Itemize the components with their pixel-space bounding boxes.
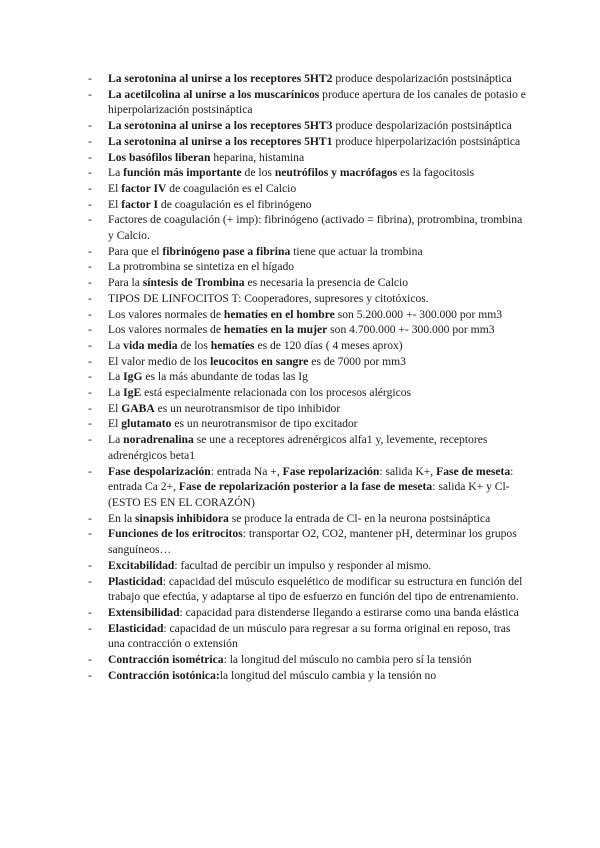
text-segment: de coagulación es el fibrinógeno — [158, 197, 312, 211]
bold-text: GABA — [121, 401, 155, 415]
bullet-dash: - — [88, 354, 92, 368]
bullet-dash: - — [88, 464, 92, 478]
bold-text: Fase despolarización — [108, 464, 211, 478]
text-segment: Para la — [108, 276, 143, 290]
bullet-dash: - — [88, 621, 92, 635]
list-item — [88, 118, 528, 134]
text-segment: La — [108, 338, 124, 352]
text-segment: En la — [108, 511, 136, 525]
bold-text: hematíes en el hombre — [223, 307, 335, 321]
bullet-dash: - — [88, 668, 92, 682]
bold-text: IgE — [123, 386, 142, 400]
list-item — [88, 354, 528, 370]
bullet-dash: - — [88, 291, 92, 305]
text-segment: El valor medio de los — [108, 354, 211, 368]
bold-text: Los basófilos liberan — [108, 150, 211, 164]
text-segment: Los valores normales de — [108, 323, 224, 337]
list-item — [88, 71, 528, 87]
list-item — [88, 558, 528, 574]
text-segment: : capacidad para distenderse llegando a estirarse como una banda elástica — [179, 605, 519, 619]
text-segment: El — [108, 197, 122, 211]
text-segment: TIPOS DE LINFOCITOS T: Cooperadores, supresores y citotóxicos. — [108, 291, 429, 305]
list-item — [88, 526, 528, 557]
text-segment: son 5.200.000 +- 300.000 por mm3 — [334, 307, 503, 321]
bold-text: sinapsis inhibidora — [135, 511, 229, 525]
bullet-dash: - — [88, 401, 92, 415]
bold-text: La acetilcolina al unirse a los muscarínicos — [108, 87, 320, 101]
text-segment: : salida K+, — [379, 464, 437, 478]
text-segment: de coagulación es el Calcio — [166, 181, 297, 195]
bold-text: La serotonina al unirse a los receptores 5HT1 — [108, 134, 333, 148]
list-item — [88, 181, 528, 197]
bullet-dash: - — [88, 72, 92, 85]
bullet-dash: - — [88, 244, 92, 258]
bullet-dash: - — [88, 197, 92, 211]
text-segment: El — [108, 417, 122, 431]
bullet-dash: - — [88, 338, 92, 352]
bold-text: Extensibilidad — [108, 605, 180, 619]
text-segment: de los — [241, 166, 275, 180]
text-segment: : entrada Ca 2+, — [108, 464, 514, 494]
text-segment: : capacidad del músculo esquelético de modificar su estructura en función del trabajo que efectúa, y adaptarse al tipo de esfuerzo en función del tipo de entrenamiento. — [108, 574, 523, 604]
text-segment: : facultad de percibir un impulso y responder al mismo. — [174, 558, 432, 572]
bold-text: Funciones de los eritrocitos — [108, 527, 243, 541]
text-segment: : la longitud del músculo no cambia pero sí la tensión — [223, 653, 472, 667]
bullet-dash: - — [88, 276, 92, 290]
bold-text: Contracción isotónica: — [108, 668, 220, 682]
bold-text: Contracción isométrica — [108, 653, 224, 667]
text-segment: es un neurotransmisor de tipo excitador — [171, 417, 358, 431]
bullet-dash: - — [88, 181, 92, 195]
text-segment: heparina, histamina — [210, 150, 305, 164]
bullet-dash: - — [88, 511, 92, 525]
text-segment: La — [108, 166, 124, 180]
bold-text: vida media — [123, 338, 178, 352]
list-item — [88, 259, 528, 275]
text-segment: : entrada Na +, — [210, 464, 283, 478]
bullet-dash: - — [88, 527, 92, 541]
bold-text: glutamato — [121, 417, 172, 431]
bold-text: síntesis de Trombina — [142, 276, 245, 290]
bold-text: neutrófilos y macrófagos — [274, 166, 398, 180]
bullet-dash: - — [88, 134, 92, 148]
bold-text: hematíes en la mujer — [223, 323, 328, 337]
list-item — [88, 464, 528, 511]
bullet-dash: - — [88, 574, 92, 588]
text-segment: tiene que actuar la trombina — [290, 244, 423, 258]
bold-text: IgG — [123, 370, 143, 384]
bullet-dash: - — [88, 653, 92, 667]
list-item — [88, 574, 528, 605]
text-segment: Factores de coagulación (+ imp): fibrinógeno (activado = fibrina), protrombina, trombina y Calcio. — [108, 213, 523, 243]
list-item — [88, 511, 528, 527]
list-item — [88, 291, 528, 307]
text-segment: son 4.700.000 +- 300.000 por mm3 — [327, 323, 495, 337]
text-segment: : capacidad de un músculo para regresar a su forma original en reposo, tras una contracción o extensión — [108, 621, 511, 651]
bullet-dash: - — [88, 433, 92, 447]
list-item — [88, 338, 528, 354]
bullet-dash: - — [88, 150, 92, 164]
text-segment: : salida K+ y Cl- (ESTO ES EN EL CORAZÓN) — [108, 480, 510, 509]
bold-text: función más importante — [123, 166, 242, 180]
text-segment: produce apertura de los canales de potasio e hiperpolarización postsináptica — [108, 87, 526, 117]
bold-text: Fase de meseta — [436, 464, 511, 478]
list-item — [88, 244, 528, 260]
text-segment: produce despolarización postsináptica — [332, 72, 512, 85]
text-segment: es de 7000 por mm3 — [308, 354, 406, 368]
text-segment: es necesaria la presencia de Calcio — [244, 276, 409, 290]
bold-text: Excitabilidad — [108, 558, 175, 572]
bold-text: Fase repolarización — [282, 464, 380, 478]
bold-text: factor IV — [121, 181, 167, 195]
text-segment: produce hiperpolarización postsináptica — [332, 134, 521, 148]
list-item — [88, 87, 528, 118]
bullet-list — [88, 71, 528, 683]
text-segment: La — [108, 370, 124, 384]
bold-text: Fase de repolarización posterior a la fase de meseta — [178, 480, 433, 494]
bold-text: leucocitos en sangre — [210, 354, 309, 368]
bullet-dash: - — [88, 260, 92, 274]
bullet-dash: - — [88, 386, 92, 400]
text-segment: es un neurotransmisor de tipo inhibidor — [154, 401, 341, 415]
text-segment: El — [108, 401, 122, 415]
list-item — [88, 197, 528, 213]
bullet-dash: - — [88, 213, 92, 227]
bold-text: La serotonina al unirse a los receptores 5HT3 — [108, 119, 333, 133]
list-item — [88, 385, 528, 401]
list-item — [88, 432, 528, 463]
list-item — [88, 369, 528, 385]
text-segment: es la más abundante de todas las Ig — [142, 370, 308, 384]
text-segment: se une a receptores adrenérgicos alfa1 y, levemente, receptores adrenérgicos beta1 — [108, 433, 488, 462]
list-item — [88, 307, 528, 323]
text-segment: : transportar O2, CO2, mantener pH, determinar los grupos sanguíneos… — [108, 527, 517, 557]
bold-text: fibrinógeno pase a fibrina — [162, 244, 291, 258]
text-segment: se produce la entrada de Cl- en la neurona postsináptica — [228, 511, 491, 525]
bullet-dash: - — [88, 307, 92, 321]
bold-text: Plasticidad — [108, 574, 163, 588]
bold-text: hematíes — [210, 338, 255, 352]
list-item — [88, 275, 528, 291]
bullet-dash: - — [88, 166, 92, 180]
bullet-dash: - — [88, 323, 92, 337]
text-segment: la longitud del músculo cambia y la tensión no — [219, 668, 437, 682]
list-item — [88, 416, 528, 432]
list-item — [88, 668, 528, 684]
list-item — [88, 621, 528, 652]
bullet-dash: - — [88, 119, 92, 133]
bold-text: Elasticidad — [108, 621, 164, 635]
text-segment: Los valores normales de — [108, 307, 224, 321]
text-segment: La — [108, 433, 124, 447]
text-segment: El — [108, 181, 122, 195]
bullet-dash: - — [88, 417, 92, 431]
list-item — [88, 150, 528, 166]
list-item — [88, 212, 528, 243]
text-segment: de los — [177, 338, 211, 352]
text-segment: La — [108, 386, 124, 400]
text-segment: La protrombina se sintetiza en el hígado — [108, 260, 295, 274]
bold-text: La serotonina al unirse a los receptores 5HT2 — [108, 72, 333, 85]
bullet-dash: - — [88, 605, 92, 619]
list-item — [88, 322, 528, 338]
bullet-dash: - — [88, 87, 92, 101]
text-segment: está especialmente relacionada con los procesos alérgicos — [141, 386, 412, 400]
bold-text: noradrenalina — [123, 433, 194, 447]
list-item — [88, 401, 528, 417]
list-item — [88, 165, 528, 181]
bullet-dash: - — [88, 370, 92, 384]
text-segment: Para que el — [108, 244, 163, 258]
bullet-dash: - — [88, 558, 92, 572]
list-item — [88, 652, 528, 668]
text-segment: produce despolarización postsináptica — [332, 119, 512, 133]
text-segment: es la fagocitosis — [397, 166, 475, 180]
text-segment: es de 120 días ( 4 meses aprox) — [254, 338, 403, 352]
bold-text: factor I — [121, 197, 159, 211]
list-item — [88, 134, 528, 150]
list-item — [88, 605, 528, 621]
